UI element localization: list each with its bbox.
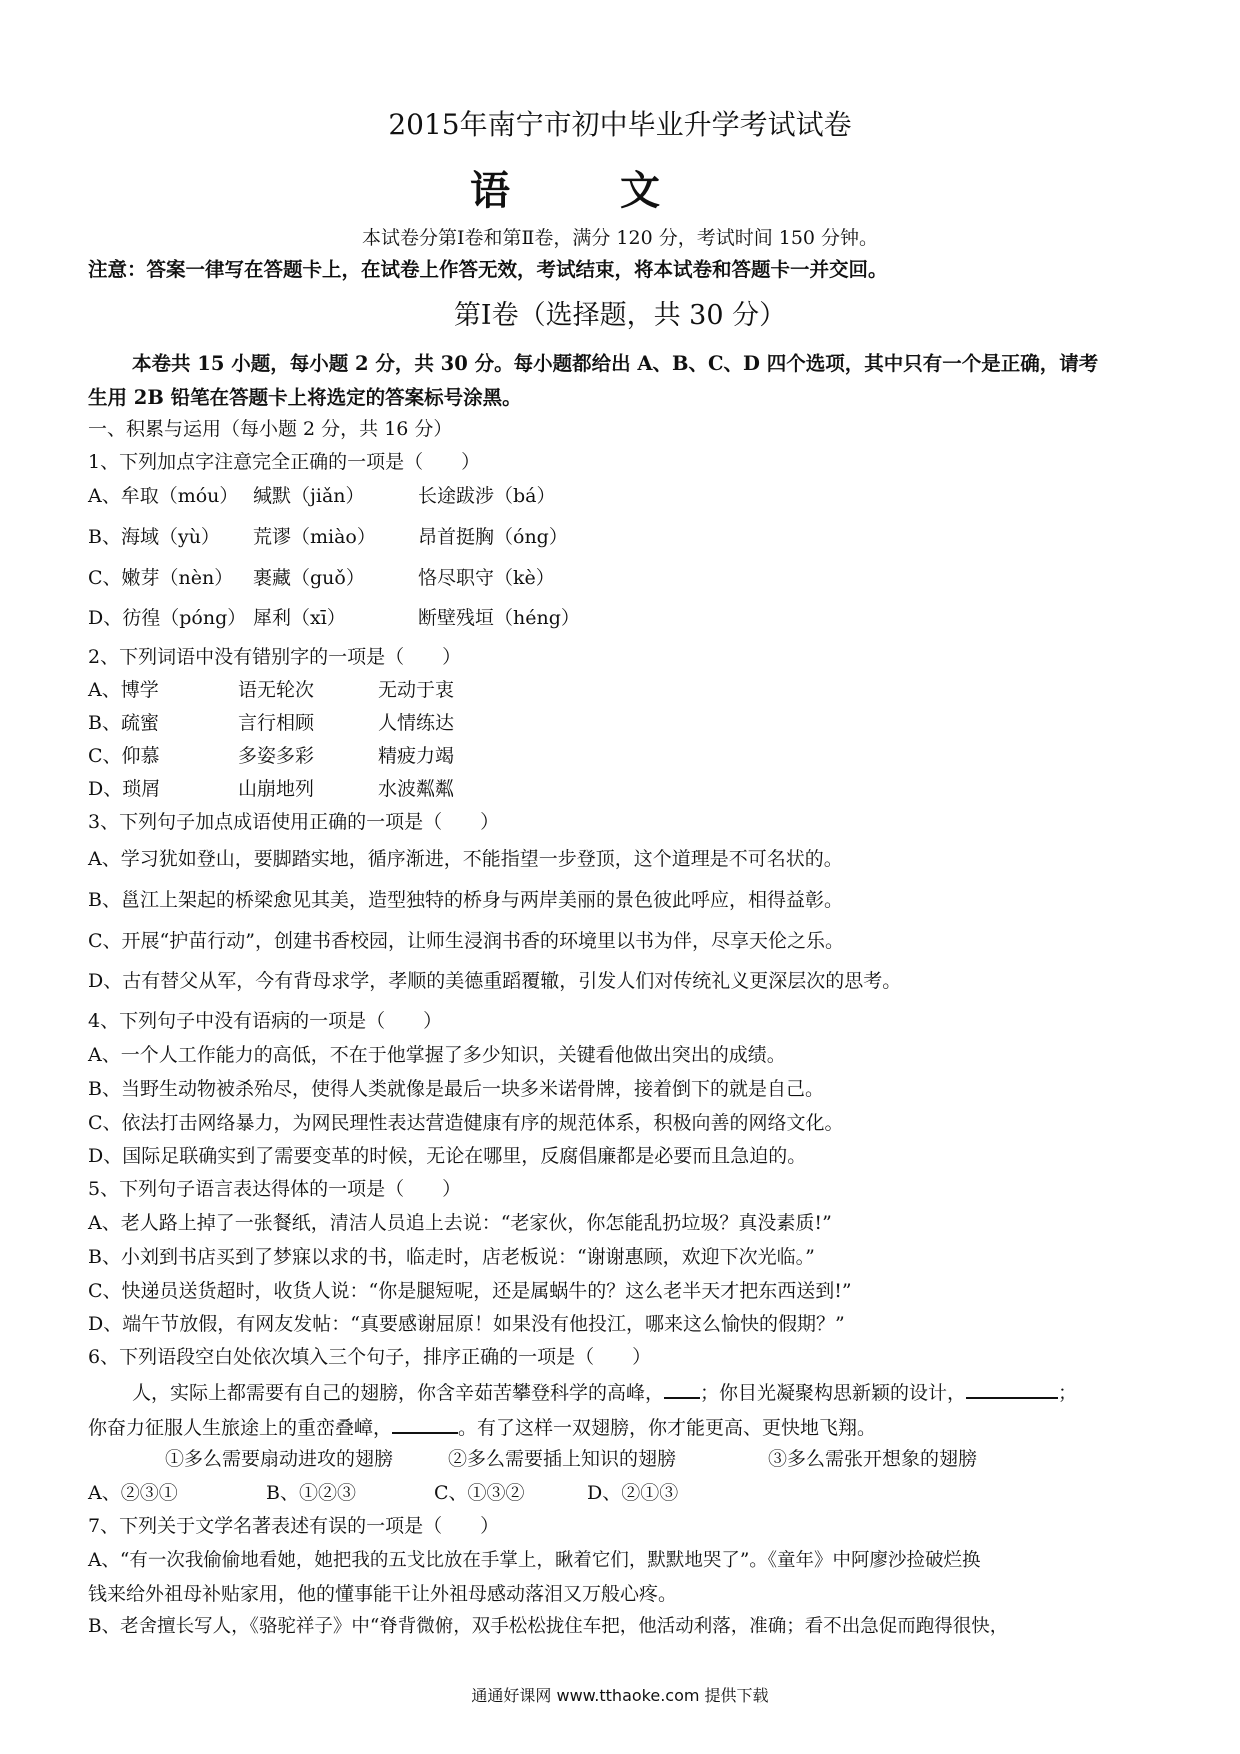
q2-a-item2: 语无轮次	[238, 679, 315, 701]
part1-instruction-line2: 生用 2B 铅笔在答题卡上将选定的答案标号涂黑。	[88, 386, 522, 409]
q4-option-c: C、依法打击网络暴力，为网民理性表达营造健康有序的规范体系，积极向善的网络文化。	[88, 1112, 844, 1134]
q1-a-item3: 长途跋涉（bá）	[418, 485, 556, 507]
q1-b-item1: B、海域（yù）	[88, 526, 220, 548]
q1-option-c	[88, 566, 555, 590]
q6-options	[88, 1481, 678, 1505]
q1-b-item3: 昂首挺胸（óng）	[418, 526, 568, 548]
q2-c-item2: 多姿多彩	[238, 745, 315, 767]
subject-title: 语文	[470, 167, 770, 214]
q6-passage-part3: ；	[1058, 1382, 1078, 1404]
q1-d-item2: 犀利（xī）	[253, 607, 346, 629]
q6-sentence-3: ③多么需张开想象的翅膀	[768, 1448, 978, 1470]
part1-instruction-line1: 本卷共 15 小题，每小题 2 分，共 30 分。每小题都给出 A、B、C、D 四个选项，其中只有一个是正确，请考	[132, 352, 1099, 375]
q3-option-d: D、古有替父从军，今有背母求学，孝顺的美德重蹈覆辙，引发人们对传统礼义更深层次的思考。	[88, 970, 902, 992]
q2-d-item2: 山崩地列	[238, 778, 315, 800]
q3-stem: 3、下列句子加点成语使用正确的一项是（ ）	[88, 811, 500, 833]
exam-notice: 注意：答案一律写在答题卡上，在试卷上作答无效，考试结束，将本试卷和答题卡一并交回。	[88, 258, 888, 281]
q2-a-item3: 无动于衷	[378, 679, 455, 701]
q1-option-a	[88, 484, 556, 508]
q1-a-item1: A、牟取（móu）	[88, 485, 239, 507]
q6-sentence-2: ②多么需要插上知识的翅膀	[448, 1448, 677, 1470]
q7-stem: 7、下列关于文学名著表述有误的一项是（ ）	[88, 1515, 500, 1537]
q1-d-item3: 断壁残垣（héng）	[418, 607, 580, 629]
q2-b-item2: 言行相顾	[238, 712, 315, 734]
q6-blank-2	[966, 1379, 1058, 1399]
q6-passage-part1: 人，实际上都需要有自己的翅膀，你含辛茹苦攀登科学的高峰，	[132, 1382, 665, 1404]
q6-sentence-list	[165, 1447, 977, 1471]
q2-option-c	[88, 744, 454, 768]
q1-option-b	[88, 525, 568, 549]
q5-option-d: D、端午节放假，有网友发帖：“真要感谢屈原！如果没有他投江，哪来这么愉快的假期？”	[88, 1313, 845, 1335]
q1-d-item1: D、彷徨（póng）	[88, 607, 247, 629]
q6-passage-part2: ；你目光凝聚构思新颖的设计，	[700, 1382, 967, 1404]
q7-option-b-line1: B、老舍擅长写人，《骆驼祥子》中“脊背微俯，双手松松拢住车把，他活动利落，准确；看不出急促而跑得很快，	[88, 1616, 1009, 1637]
q2-d-item1: D、琐屑	[88, 778, 161, 800]
q6-stem: 6、下列语段空白处依次填入三个句子，排序正确的一项是（ ）	[88, 1346, 652, 1368]
q6-blank-1	[664, 1379, 700, 1399]
q6-option-b: B、①②③	[266, 1482, 356, 1504]
q5-option-a: A、老人路上掉了一张餐纸，清洁人员追上去说：“老家伙，你怎能乱扔垃圾？真没素质!”	[88, 1212, 832, 1234]
q7-option-a-line2: 钱来给外祖母补贴家用，他的懂事能干让外祖母感动落泪又万般心疼。	[88, 1583, 678, 1605]
q4-option-b: B、当野生动物被杀殆尽，使得人类就像是最后一块多米诺骨牌，接着倒下的就是自己。	[88, 1078, 824, 1100]
q1-c-item3: 恪尽职守（kè）	[418, 567, 555, 589]
q6-blank-3	[392, 1414, 458, 1434]
exam-intro: 本试卷分第Ⅰ卷和第Ⅱ卷，满分 120 分，考试时间 150 分钟。	[361, 227, 879, 249]
q1-c-item1: C、嫩芽（nèn）	[88, 567, 234, 589]
q2-c-item3: 精疲力竭	[378, 745, 455, 767]
q6-sentence-1: ①多么需要扇动进攻的翅膀	[165, 1448, 394, 1470]
q1-option-d	[88, 606, 580, 630]
q2-stem: 2、下列词语中没有错别字的一项是（ ）	[88, 646, 462, 668]
section-heading: 一、积累与运用（每小题 2 分，共 16 分）	[88, 418, 453, 440]
q5-stem: 5、下列句子语言表达得体的一项是（ ）	[88, 1178, 462, 1200]
q2-c-item1: C、仰慕	[88, 745, 160, 767]
q3-option-c: C、开展“护苗行动”，创建书香校园，让师生浸润书香的环境里以书为伴，尽享天伦之乐。	[88, 930, 844, 952]
q4-option-d: D、国际足联确实到了需要变革的时候，无论在哪里，反腐倡廉都是必要而且急迫的。	[88, 1145, 807, 1167]
q6-option-d: D、②①③	[587, 1482, 679, 1504]
q6-option-c: C、①③②	[434, 1482, 525, 1504]
q3-option-a: A、学习犹如登山，要脚踏实地，循序渐进，不能指望一步登顶，这个道理是不可名状的。	[88, 848, 843, 870]
q2-b-item1: B、疏蜜	[88, 712, 159, 734]
q4-stem: 4、下列句子中没有语病的一项是（ ）	[88, 1010, 443, 1032]
q6-option-a: A、②③①	[88, 1482, 178, 1504]
q6-passage-line2	[88, 1414, 876, 1440]
q2-a-item1: A、博学	[88, 679, 159, 701]
q2-b-item3: 人情练达	[378, 712, 455, 734]
q1-b-item2: 荒谬（miào）	[253, 526, 376, 548]
q1-stem: 1、下列加点字注意完全正确的一项是（ ）	[88, 451, 481, 473]
q7-option-a-line1: A、“有一次我偷偷地看她，她把我的五戈比放在手掌上，瞅着它们，默默地哭了”。《童年》中阿廖沙捡破烂换	[88, 1550, 981, 1571]
q2-d-item3: 水波粼粼	[378, 778, 455, 800]
q1-c-item2: 裹藏（guǒ）	[253, 567, 365, 589]
q4-option-a: A、一个人工作能力的高低，不在于他掌握了多少知识，关键看他做出突出的成绩。	[88, 1044, 786, 1066]
q2-option-b	[88, 711, 454, 735]
q6-passage-line1	[132, 1379, 1077, 1405]
page-footer: 通通好课网 www.tthaoke.com 提供下载	[471, 1686, 769, 1705]
q6-passage-part5: 。有了这样一双翅膀，你才能更高、更快地飞翔。	[458, 1417, 877, 1439]
exam-title: 2015年南宁市初中毕业升学考试试卷	[388, 108, 852, 141]
q3-option-b: B、邕江上架起的桥梁愈见其美，造型独特的桥身与两岸美丽的景色彼此呼应，相得益彰。	[88, 889, 843, 911]
q6-passage-part4: 你奋力征服人生旅途上的重峦叠嶂，	[88, 1417, 393, 1439]
q2-option-a	[88, 678, 454, 702]
q5-option-c: C、快递员送货超时，收货人说：“你是腿短呢，还是属蜗牛的？这么老半天才把东西送到!”	[88, 1280, 852, 1302]
q5-option-b: B、小刘到书店买到了梦寐以求的书，临走时，店老板说：“谢谢惠顾，欢迎下次光临。”	[88, 1246, 815, 1268]
part1-title: 第Ⅰ卷（选择题，共 30 分）	[453, 300, 787, 331]
q1-a-item2: 缄默（jiǎn）	[253, 485, 365, 507]
q2-option-d	[88, 777, 454, 801]
